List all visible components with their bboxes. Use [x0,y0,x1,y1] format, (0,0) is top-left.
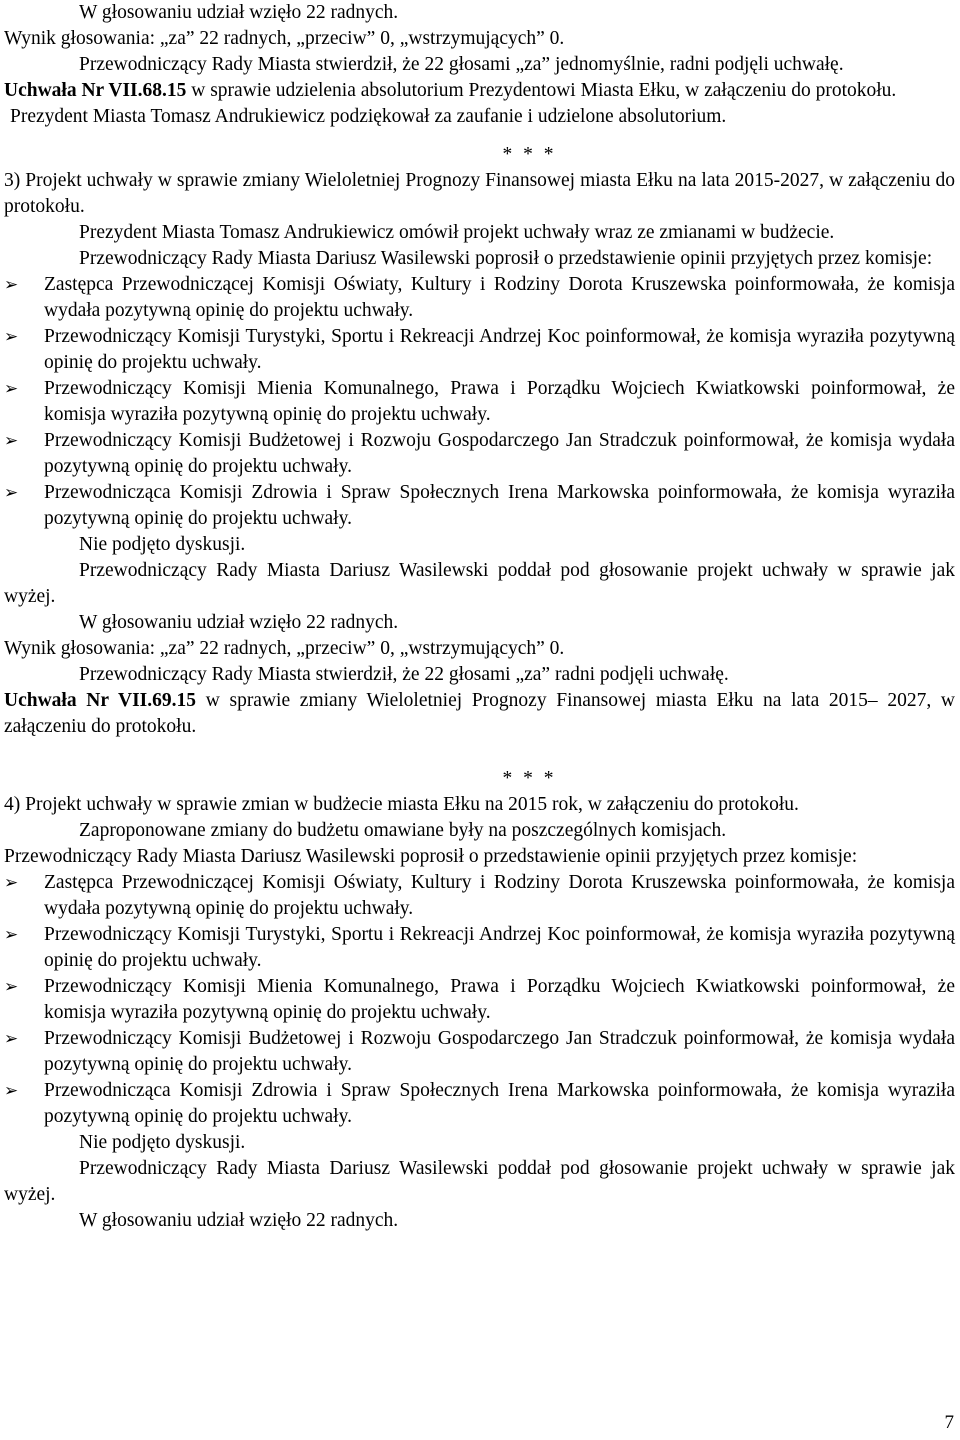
list-item: ➢ Przewodnicząca Komisji Zdrowia i Spraw Społecznych Irena Markowska poinformowała, że komisja wyraziła pozytywną opinię do projektu uchwały. [4,482,955,529]
section4-proposed: Zaproponowane zmiany do budżetu omawiane były na poszczególnych komisjach. [79,820,727,841]
list-item: ➢ Przewodnicząca Komisji Zdrowia i Spraw Społecznych Irena Markowska poinformowała, że komisja wyraziła pozytywną opinię do projektu uchwały. [4,1080,955,1127]
arrow-bullet-icon: ➢ [4,431,19,451]
section3-chair-vote: Przewodniczący Rady Miasta Dariusz Wasilewski poddał pod głosowanie projekt uchwały w sprawie jak wyżej. [4,560,955,607]
section3-chair-statement: Przewodniczący Rady Miasta stwierdził, że 22 głosami „za” radni podjęli uchwałę. [79,664,729,685]
list-item: ➢ Przewodniczący Komisji Mienia Komunalnego, Prawa i Porządku Wojciech Kwiatkowski poinformował, że komisja wyraziła pozytywną opinię do projektu uchwały. [4,976,955,1023]
section4-title: 4) Projekt uchwały w sprawie zmian w budżecie miasta Ełku na 2015 rok, w załączeniu do protokołu. [4,794,799,815]
section3-chair-request: Przewodniczący Rady Miasta Dariusz Wasilewski poprosił o przedstawienie opinii przyjętych przez komisje: [79,248,933,269]
list-item: ➢ Przewodniczący Komisji Turystyki, Sportu i Rekreacji Andrzej Koc poinformował, że komisja wyraziła pozytywną opinię do projektu uchwały. [4,326,955,373]
resolution-68-label: Uchwała Nr VII.68.15 [4,80,187,101]
section3-title: 3) Projekt uchwały w sprawie zmiany Wieloletniej Prognozy Finansowej miasta Ełku na lata 2015-2027, w załączeniu do protokołu. [4,170,955,217]
list-item: ➢ Przewodniczący Komisji Budżetowej i Rozwoju Gospodarczego Jan Stradczuk poinformował, że komisja wydała pozytywną opinię do projektu uchwały. [4,1028,955,1075]
arrow-bullet-icon: ➢ [4,327,19,347]
arrow-bullet-icon: ➢ [4,275,19,295]
arrow-bullet-icon: ➢ [4,1081,19,1101]
list-item: ➢ Przewodniczący Komisji Budżetowej i Rozwoju Gospodarczego Jan Stradczuk poinformował, że komisja wydała pozytywną opinię do projektu uchwały. [4,430,955,477]
page-number: 7 [944,1412,954,1433]
arrow-bullet-icon: ➢ [4,925,19,945]
section4-vote-participation: W głosowaniu udział wzięło 22 radnych. [79,1210,399,1231]
resolution-69-label: Uchwała Nr VII.69.15 [4,690,197,711]
arrow-bullet-icon: ➢ [4,379,19,399]
list-item: ➢ Przewodniczący Komisji Turystyki, Sportu i Rekreacji Andrzej Koc poinformował, że komisja wyraziła pozytywną opinię do projektu uchwały. [4,924,955,971]
arrow-bullet-icon: ➢ [4,1029,19,1049]
section3-vote-participation: W głosowaniu udział wzięło 22 radnych. [79,612,399,633]
arrow-bullet-icon: ➢ [4,977,19,997]
resolution-68 [4,78,955,104]
spacer [4,740,955,766]
arrow-bullet-icon: ➢ [4,483,19,503]
list-item: ➢ Przewodniczący Komisji Mienia Komunalnego, Prawa i Porządku Wojciech Kwiatkowski poinformował, że komisja wyraziła pozytywną opinię do projektu uchwały. [4,378,955,425]
arrow-bullet-icon: ➢ [4,873,19,893]
section3-no-discussion: Nie podjęto dyskusji. [79,534,246,555]
president-thanks: Prezydent Miasta Tomasz Andrukiewicz podziękował za zaufanie i udzielone absolutorium. [10,106,727,127]
vote-participation: W głosowaniu udział wzięło 22 radnych. [79,2,399,23]
section4-no-discussion: Nie podjęto dyskusji. [79,1132,246,1153]
separator-stars: * * * [502,768,557,789]
resolution-68-text: w sprawie udzielenia absolutorium Prezydentowi Miasta Ełku, w załączeniu do protokołu. [186,80,897,101]
list-item: ➢ Zastępca Przewodniczącej Komisji Oświaty, Kultury i Rodziny Dorota Kruszewska poinformowała, że komisja wydała pozytywną opinię do projektu uchwały. [4,274,955,321]
chair-statement: Przewodniczący Rady Miasta stwierdził, że 22 głosami „za” jednomyślnie, radni podjęli uchwałę. [79,54,844,75]
section3-vote-result: Wynik głosowania: „za” 22 radnych, „przeciw” 0, „wstrzymujących” 0. [4,638,565,659]
document-body [4,0,955,1234]
resolution-69-text: w sprawie zmiany Wieloletniej Prognozy Finansowej miasta Ełku na lata 2015– 2027, w załączeniu do protokołu. [4,690,956,737]
separator-stars: * * * [502,144,557,165]
vote-result: Wynik głosowania: „za” 22 radnych, „przeciw” 0, „wstrzymujących” 0. [4,28,565,49]
list-item: ➢ Zastępca Przewodniczącej Komisji Oświaty, Kultury i Rodziny Dorota Kruszewska poinformowała, że komisja wydała pozytywną opinię do projektu uchwały. [4,872,955,919]
resolution-69 [4,688,955,740]
section4-chair-request: Przewodniczący Rady Miasta Dariusz Wasilewski poprosił o przedstawienie opinii przyjętych przez komisje: [4,846,858,867]
section4-chair-vote: Przewodniczący Rady Miasta Dariusz Wasilewski poddał pod głosowanie projekt uchwały w sprawie jak wyżej. [4,1158,955,1205]
section3-president-discussed: Prezydent Miasta Tomasz Andrukiewicz omówił projekt uchwały wraz ze zmianami w budżecie. [79,222,835,243]
